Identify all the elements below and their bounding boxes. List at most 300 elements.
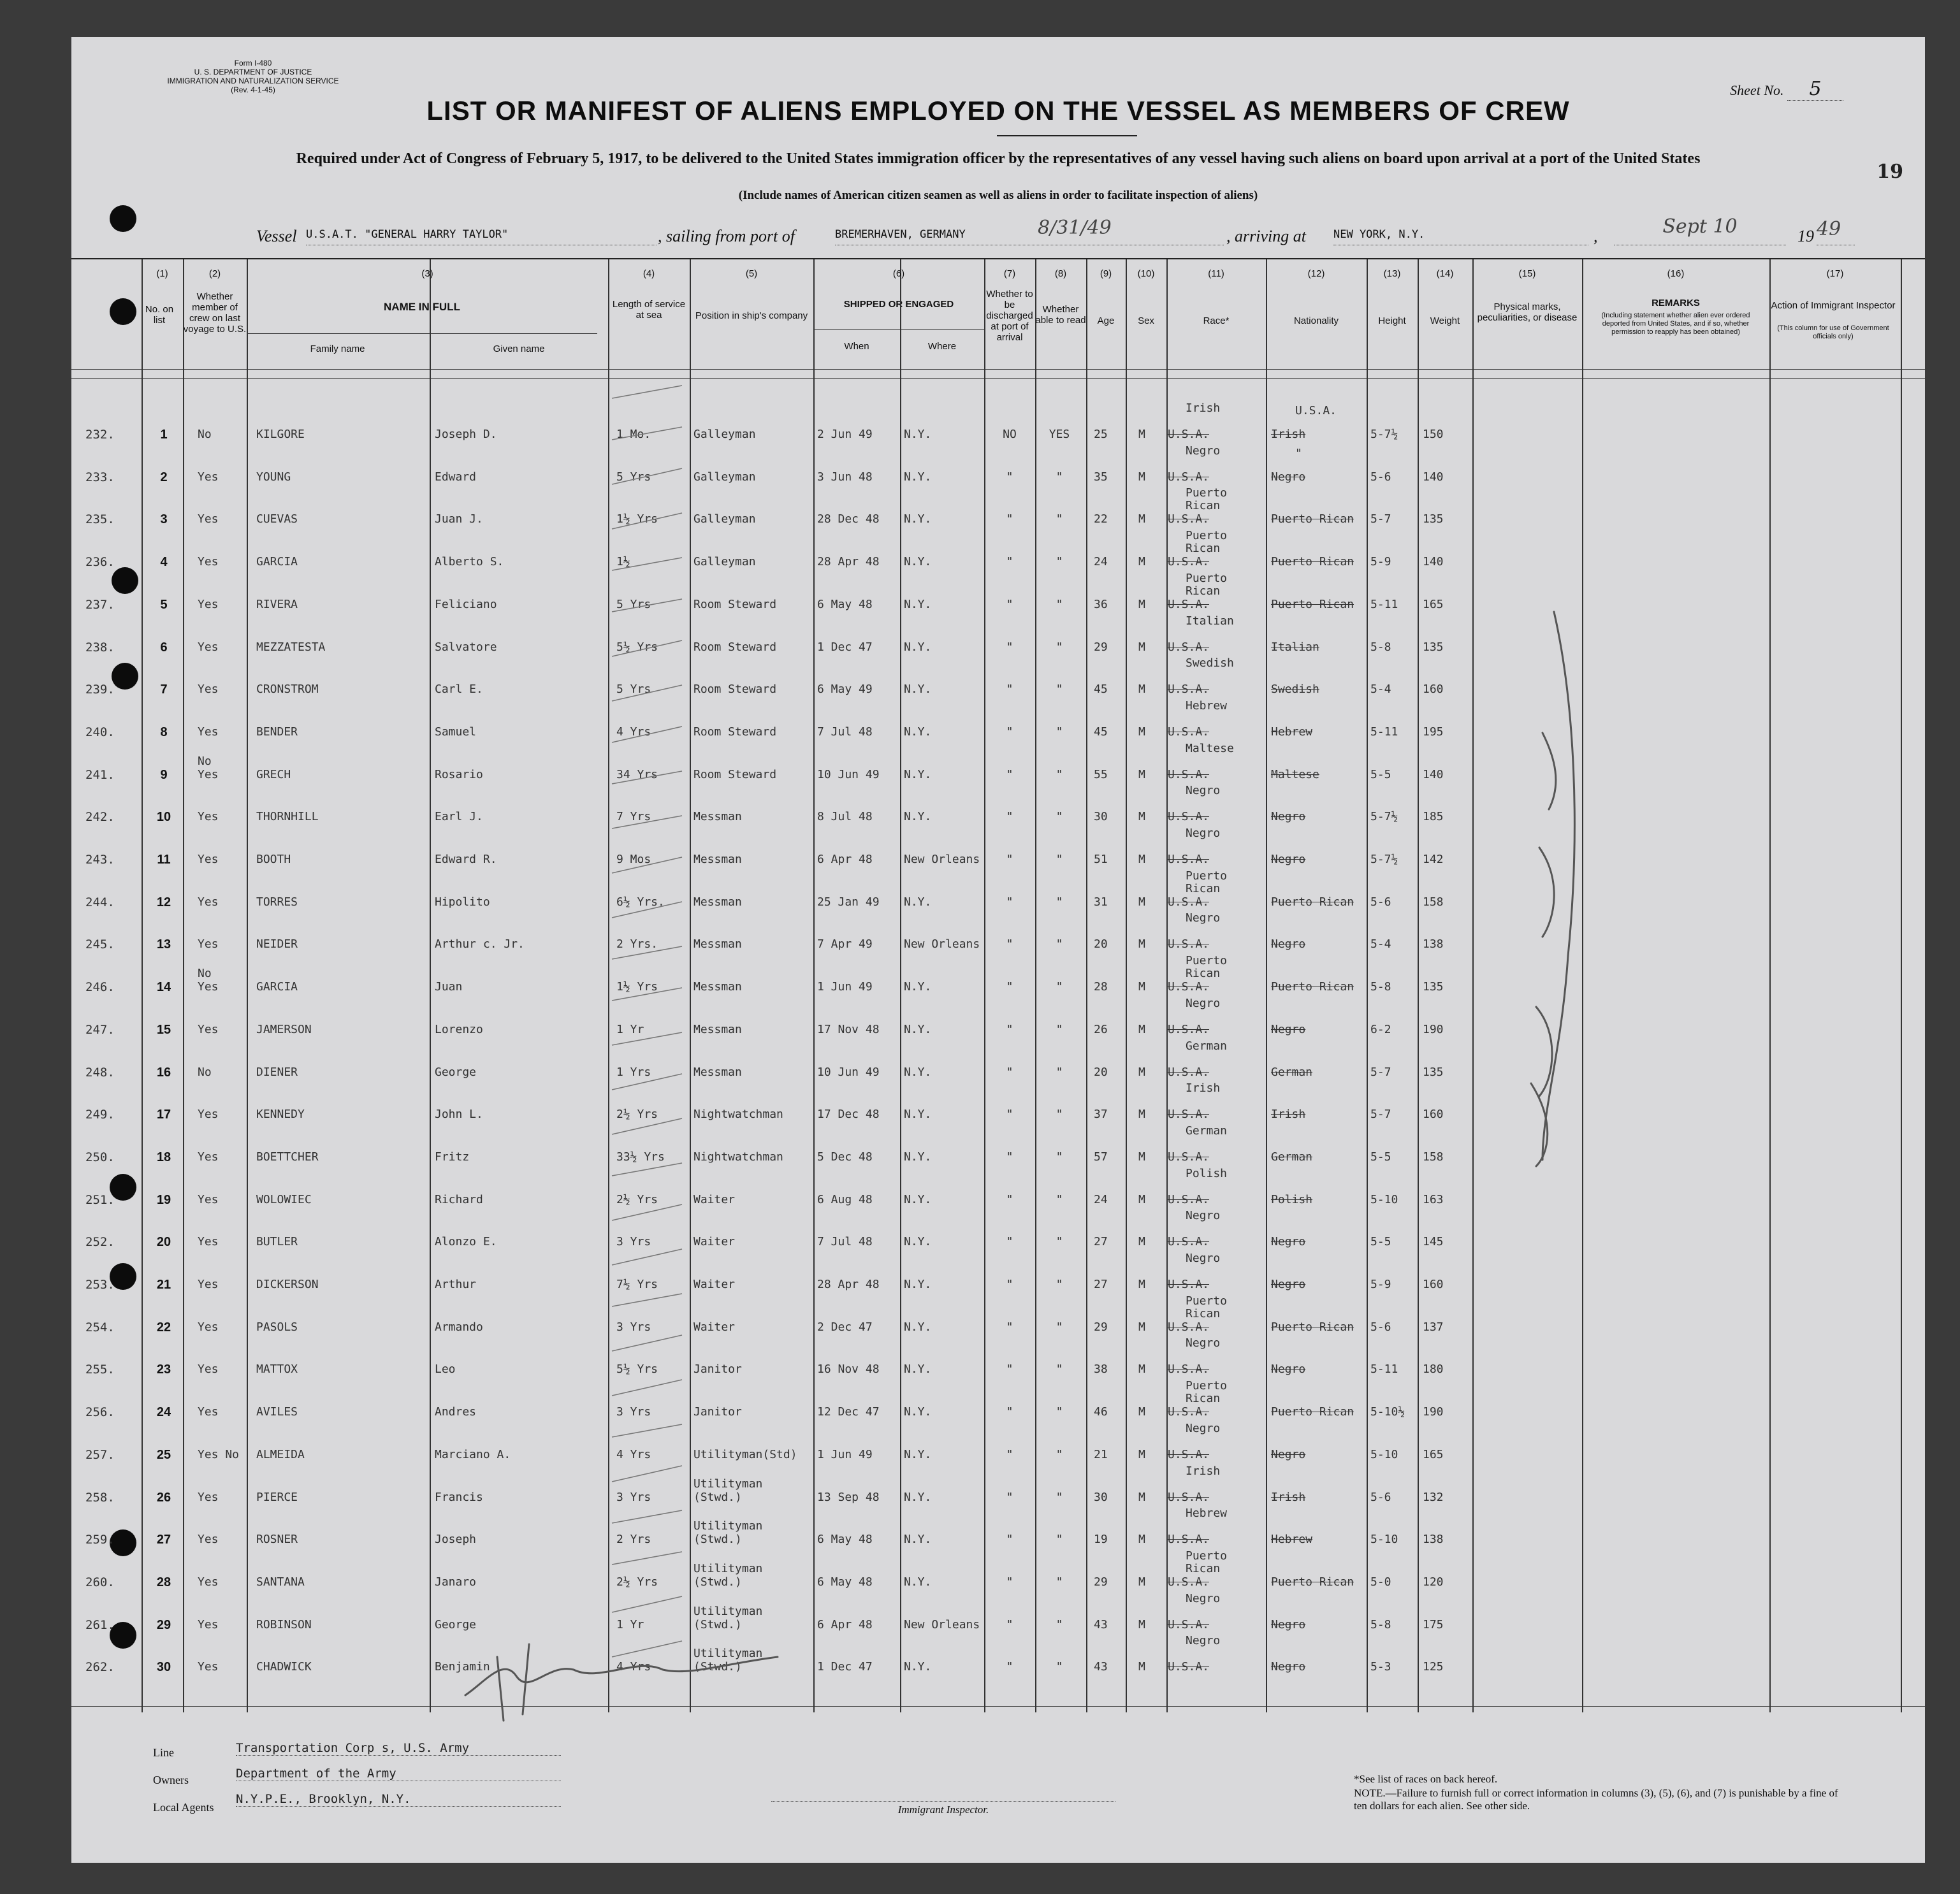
length-of-service: 2 Yrs [616, 1533, 651, 1546]
shipped-when: 3 Jun 48 [817, 470, 873, 484]
height: 5-7 [1370, 512, 1391, 526]
age: 29 [1094, 1320, 1108, 1334]
nationality-note: " [1295, 447, 1302, 460]
height: 5-10 [1370, 1448, 1398, 1461]
length-of-service: 1½ Yrs [616, 980, 658, 994]
discharged-at-arrival: " [1006, 1363, 1013, 1376]
nationality-note: U.S.A. [1295, 404, 1337, 417]
given-name: Hipolito [435, 895, 490, 909]
shipped-when: 17 Nov 48 [817, 1023, 880, 1036]
weight: 135 [1423, 980, 1444, 994]
sequence-number: 235. [85, 512, 115, 526]
height: 5-11 [1370, 598, 1398, 611]
family-name: BENDER [256, 725, 298, 739]
weight: 142 [1423, 853, 1444, 866]
header-when: When [844, 341, 869, 352]
race: Negro [1186, 1634, 1221, 1647]
race: Negro [1186, 1336, 1221, 1350]
inspector-label: Immigrant Inspector. [897, 1804, 989, 1816]
vessel-name: U.S.A.T. "GENERAL HARRY TAYLOR" [306, 227, 657, 245]
position: Waiter [693, 1278, 736, 1291]
shipped-when: 28 Dec 48 [817, 512, 880, 526]
column-number: (12) [1307, 268, 1325, 279]
family-name: GARCIA [256, 555, 298, 568]
weight: 138 [1423, 1533, 1444, 1546]
given-name: Armando [435, 1320, 483, 1334]
nationality: Swedish [1271, 683, 1319, 696]
race: Irish [1186, 1464, 1221, 1478]
race-struck: U.S.A. [1168, 1533, 1210, 1546]
discharged-at-arrival: " [1006, 1491, 1013, 1504]
line-value: Transportation Corp s, U.S. Army [236, 1741, 561, 1756]
position: Galleyman [693, 428, 756, 441]
weight: 120 [1423, 1575, 1444, 1589]
sex: M [1138, 470, 1145, 484]
weight: 140 [1423, 555, 1444, 568]
race-note: *See list of races on back hereof. [1354, 1773, 1498, 1785]
sequence-number: 253. [85, 1278, 115, 1292]
header-inspector-note: (This column for use of Government officials only) [1777, 324, 1889, 340]
age: 21 [1094, 1448, 1108, 1461]
row-number: 5 [160, 598, 168, 612]
column-number: (11) [1208, 268, 1224, 279]
row-number: 3 [160, 512, 168, 526]
race-struck: U.S.A. [1168, 640, 1210, 654]
race-struck: U.S.A. [1168, 1150, 1210, 1164]
nationality: Hebrew [1271, 1533, 1313, 1546]
race-struck: U.S.A. [1168, 1448, 1210, 1461]
length-of-service: 5½ Yrs [616, 640, 658, 654]
family-name: ROSNER [256, 1533, 298, 1546]
sex: M [1138, 1193, 1145, 1206]
row-number: 12 [156, 895, 171, 909]
discharged-at-arrival: " [1006, 853, 1013, 866]
weight: 135 [1423, 512, 1444, 526]
nationality: Puerto Rican [1271, 1320, 1354, 1334]
position: Messman [693, 810, 742, 823]
header-length-of-service: Length of service at sea [612, 299, 686, 321]
race: Puerto Rican [1186, 954, 1228, 980]
discharged-at-arrival: " [1006, 1533, 1013, 1546]
able-to-read: " [1056, 1320, 1063, 1334]
age: 30 [1094, 810, 1108, 823]
height: 5-9 [1370, 555, 1391, 568]
line-label: Line [153, 1746, 174, 1759]
length-of-service: 34 Yrs [616, 768, 658, 781]
race-struck: U.S.A. [1168, 937, 1210, 951]
shipped-where: N.Y. [904, 768, 932, 781]
race: Negro [1186, 997, 1221, 1010]
previous-voyage: Yes [198, 1660, 219, 1674]
able-to-read: " [1056, 1066, 1063, 1079]
shipped-when: 1 Dec 47 [817, 1660, 873, 1674]
sequence-number: 240. [85, 725, 115, 739]
shipped-where: New Orleans [904, 1618, 980, 1631]
race: Italian [1186, 614, 1234, 628]
sex: M [1138, 1618, 1145, 1631]
race: Puerto Rican [1186, 572, 1228, 598]
sailing-port: BREMERHAVEN, GERMANY [835, 228, 966, 241]
length-of-service: 5 Yrs [616, 683, 651, 696]
shipped-when: 6 May 49 [817, 683, 873, 696]
sequence-number: 262. [85, 1660, 115, 1674]
length-of-service: 9 Mos [616, 853, 651, 866]
form-department: U. S. DEPARTMENT OF JUSTICE [194, 68, 312, 76]
position: Messman [693, 1066, 742, 1079]
arrival-port: NEW YORK, N.Y. [1333, 227, 1588, 245]
position: Messman [693, 853, 742, 866]
height: 5-11 [1370, 1363, 1398, 1376]
header-position: Position in ship's company [695, 310, 808, 321]
shipped-where: N.Y. [904, 555, 932, 568]
shipped-when: 12 Dec 47 [817, 1405, 880, 1419]
able-to-read: " [1056, 725, 1063, 739]
able-to-read: " [1056, 1533, 1063, 1546]
given-name: Lorenzo [435, 1023, 483, 1036]
header-able-to-read: Whether able to read [1035, 304, 1086, 326]
discharged-at-arrival: " [1006, 683, 1013, 696]
given-name: George [435, 1066, 477, 1079]
nationality: Maltese [1271, 768, 1319, 781]
sex: M [1138, 512, 1145, 526]
sex: M [1138, 1235, 1145, 1248]
position: Utilityman [693, 1562, 763, 1575]
age: 29 [1094, 640, 1108, 654]
row-number: 29 [156, 1618, 171, 1632]
discharged-at-arrival: " [1006, 598, 1013, 611]
discharged-at-arrival: " [1006, 555, 1013, 568]
header-race: Race* [1203, 315, 1230, 326]
sequence-number: 244. [85, 895, 115, 909]
previous-voyage: Yes [198, 640, 219, 654]
length-of-service: 1 Yr [616, 1023, 644, 1036]
position: Utilityman [693, 1605, 763, 1618]
height: 5-8 [1370, 980, 1391, 994]
shipped-when: 6 May 48 [817, 598, 873, 611]
nationality: Negro [1271, 853, 1306, 866]
age: 20 [1094, 937, 1108, 951]
nationality: Negro [1271, 1618, 1306, 1631]
nationality: Italian [1271, 640, 1319, 654]
position-qualifier: (Stwd.) [693, 1491, 742, 1504]
height: 5-7½ [1370, 810, 1398, 823]
shipped-where: N.Y. [904, 1150, 932, 1164]
age: 35 [1094, 470, 1108, 484]
sex: M [1138, 428, 1145, 441]
column-number: (15) [1518, 268, 1536, 279]
weight: 185 [1423, 810, 1444, 823]
able-to-read: " [1056, 810, 1063, 823]
weight: 195 [1423, 725, 1444, 739]
sex: M [1138, 1660, 1145, 1674]
shipped-where: N.Y. [904, 1023, 932, 1036]
row-number: 28 [156, 1575, 171, 1589]
family-name: KILGORE [256, 428, 305, 441]
column-number: (2) [208, 268, 221, 279]
position: Utilityman [693, 1477, 763, 1491]
arriving-label: , arriving at [1226, 227, 1306, 245]
shipped-where: N.Y. [904, 1363, 932, 1376]
shipped-where: N.Y. [904, 470, 932, 484]
family-name: GRECH [256, 768, 291, 781]
sequence-number: 248. [85, 1066, 115, 1080]
age: 36 [1094, 598, 1108, 611]
position: Janitor [693, 1405, 742, 1419]
page-subnote: (Include names of American citizen seamen as well as aliens in order to facilitate inspection of aliens) [738, 189, 1258, 202]
sailing-date: 8/31/49 [1038, 217, 1112, 239]
sex: M [1138, 1108, 1145, 1121]
length-of-service: 1½ [616, 555, 630, 568]
previous-voyage: Yes [198, 1363, 219, 1376]
previous-voyage: Yes [198, 1278, 219, 1291]
previous-voyage: Yes [198, 810, 219, 823]
sex: M [1138, 980, 1145, 994]
sailing-label: , sailing from port of [658, 227, 795, 245]
nationality: Hebrew [1271, 725, 1313, 739]
nationality: Negro [1271, 470, 1306, 484]
able-to-read: " [1056, 1150, 1063, 1164]
nationality: Negro [1271, 1023, 1306, 1036]
race-struck: U.S.A. [1168, 1278, 1210, 1291]
previous-voyage: Yes No [198, 1448, 240, 1461]
family-name: CRONSTROM [256, 683, 319, 696]
previous-voyage: Yes [198, 1575, 219, 1589]
sequence-number: 261. [85, 1618, 115, 1632]
position: Room Steward [693, 768, 777, 781]
weight: 158 [1423, 1150, 1444, 1164]
weight: 160 [1423, 1278, 1444, 1291]
previous-voyage: Yes [198, 1320, 219, 1334]
weight: 140 [1423, 768, 1444, 781]
year-prefix: 19 [1797, 227, 1814, 245]
discharged-at-arrival: " [1006, 937, 1013, 951]
shipped-where: N.Y. [904, 1660, 932, 1674]
race-struck: U.S.A. [1168, 980, 1210, 994]
sex: M [1138, 1150, 1145, 1164]
owners-value: Department of the Army [236, 1767, 561, 1781]
height: 5-4 [1370, 683, 1391, 696]
race: Negro [1186, 784, 1221, 797]
length-of-service: 1½ Yrs [616, 512, 658, 526]
shipped-when: 10 Jun 49 [817, 1066, 880, 1079]
sequence-number: 233. [85, 470, 115, 484]
given-name: Janaro [435, 1575, 477, 1589]
shipped-when: 6 May 48 [817, 1533, 873, 1546]
form-service: IMMIGRATION AND NATURALIZATION SERVICE [167, 76, 339, 85]
length-of-service: 1 Yrs [616, 1066, 651, 1079]
given-name: Alonzo E. [435, 1235, 497, 1248]
column-number: (8) [1054, 268, 1067, 279]
given-name: Fritz [435, 1150, 470, 1164]
shipped-where: N.Y. [904, 428, 932, 441]
given-name: George [435, 1618, 477, 1631]
sex: M [1138, 1066, 1145, 1079]
height: 5-6 [1370, 1491, 1391, 1504]
nationality: Puerto Rican [1271, 980, 1354, 994]
weight: 165 [1423, 1448, 1444, 1461]
nationality: German [1271, 1150, 1313, 1164]
shipped-where: N.Y. [904, 1491, 932, 1504]
age: 26 [1094, 1023, 1108, 1036]
family-name: GARCIA [256, 980, 298, 994]
family-name: BUTLER [256, 1235, 298, 1248]
age: 46 [1094, 1405, 1108, 1419]
shipped-where: N.Y. [904, 598, 932, 611]
sheet-value: 5 [1787, 78, 1843, 101]
position: Galleyman [693, 470, 756, 484]
race-struck: U.S.A. [1168, 1023, 1210, 1036]
sex: M [1138, 1363, 1145, 1376]
race-struck: U.S.A. [1168, 1363, 1210, 1376]
family-name: BOETTCHER [256, 1150, 319, 1164]
previous-voyage: Yes [198, 725, 219, 739]
previous-voyage: Yes [198, 853, 219, 866]
form-number: Form I-480 [234, 59, 272, 68]
family-name: WOLOWIEC [256, 1193, 312, 1206]
able-to-read: " [1056, 1491, 1063, 1504]
weight: 135 [1423, 1066, 1444, 1079]
column-number: (1) [156, 268, 168, 279]
age: 27 [1094, 1235, 1108, 1248]
position: Janitor [693, 1363, 742, 1376]
weight: 180 [1423, 1363, 1444, 1376]
race-struck: U.S.A. [1168, 895, 1210, 909]
header-inspector-action: Action of Immigrant Inspector [1771, 300, 1896, 311]
row-number: 2 [160, 470, 168, 484]
shipped-where: N.Y. [904, 1448, 932, 1461]
sequence-number: 258. [85, 1491, 115, 1505]
race: Hebrew [1186, 1507, 1228, 1520]
race-struck: U.S.A. [1168, 1618, 1210, 1631]
row-number: 21 [156, 1278, 171, 1292]
agents-value: N.Y.P.E., Brooklyn, N.Y. [236, 1792, 561, 1807]
family-name: CHADWICK [256, 1660, 312, 1674]
given-name: Salvatore [435, 640, 497, 654]
age: 55 [1094, 768, 1108, 781]
previous-voyage: Yes [198, 1235, 219, 1248]
race-struck: U.S.A. [1168, 1066, 1210, 1079]
position-qualifier: (Stwd.) [693, 1533, 742, 1546]
shipped-where: N.Y. [904, 1533, 932, 1546]
race: Puerto Rican [1186, 1379, 1228, 1405]
sequence-number: 242. [85, 810, 115, 824]
position-qualifier: (Stwd.) [693, 1660, 742, 1674]
height: 5-4 [1370, 937, 1391, 951]
shipped-when: 28 Apr 48 [817, 1278, 880, 1291]
race: Negro [1186, 827, 1221, 840]
discharged-at-arrival: " [1006, 1618, 1013, 1631]
sequence-number: 236. [85, 555, 115, 569]
row-number: 16 [156, 1066, 171, 1080]
weight: 140 [1423, 470, 1444, 484]
age: 38 [1094, 1363, 1108, 1376]
weight: 145 [1423, 1235, 1444, 1248]
previous-voyage: Yes [198, 895, 219, 909]
shipped-where: N.Y. [904, 683, 932, 696]
given-name: Leo [435, 1363, 456, 1376]
shipped-when: 6 Aug 48 [817, 1193, 873, 1206]
previous-voyage: Yes [198, 937, 219, 951]
row-number: 22 [156, 1320, 171, 1334]
family-name: BOOTH [256, 853, 291, 866]
length-of-service: 1 Yr [616, 1618, 644, 1631]
height: 5-10 [1370, 1533, 1398, 1546]
discharged-at-arrival: " [1006, 470, 1013, 484]
age: 43 [1094, 1660, 1108, 1674]
able-to-read: " [1056, 598, 1063, 611]
shipped-when: 5 Dec 48 [817, 1150, 873, 1164]
nationality: Negro [1271, 1448, 1306, 1461]
discharged-at-arrival: " [1006, 980, 1013, 994]
position: Utilityman(Std) [693, 1448, 797, 1461]
able-to-read: " [1056, 1448, 1063, 1461]
family-name: YOUNG [256, 470, 291, 484]
race: Puerto Rican [1186, 869, 1228, 895]
previous-voyage: Yes [198, 980, 219, 994]
position: Utilityman [693, 1647, 763, 1660]
sex: M [1138, 1405, 1145, 1419]
race-struck: U.S.A. [1168, 683, 1210, 696]
shipped-where: New Orleans [904, 937, 980, 951]
given-name: John L. [435, 1108, 483, 1121]
header-name-in-full: NAME IN FULL [384, 301, 460, 313]
row-number: 14 [156, 980, 171, 994]
able-to-read: " [1056, 1575, 1063, 1589]
length-of-service: 3 Yrs [616, 1320, 651, 1334]
sex: M [1138, 1278, 1145, 1291]
length-of-service: 2 Yrs. [616, 937, 658, 951]
nationality: Puerto Rican [1271, 555, 1354, 568]
able-to-read: " [1056, 768, 1063, 781]
shipped-where: N.Y. [904, 1108, 932, 1121]
previous-voyage: Yes [198, 1193, 219, 1206]
shipped-where: N.Y. [904, 1320, 932, 1334]
page-stamp: 19 [1877, 161, 1903, 183]
race-struck: U.S.A. [1168, 853, 1210, 866]
header-sex: Sex [1138, 315, 1154, 326]
previous-voyage: No [198, 428, 212, 441]
sex: M [1138, 1575, 1145, 1589]
discharged-at-arrival: " [1006, 1193, 1013, 1206]
nationality: Negro [1271, 1235, 1306, 1248]
column-number: (17) [1826, 268, 1844, 279]
sequence-number: 260. [85, 1575, 115, 1589]
race-struck: U.S.A. [1168, 1491, 1210, 1504]
given-name: Feliciano [435, 598, 497, 611]
discharged-at-arrival: " [1006, 1405, 1013, 1419]
previous-voyage: Yes [198, 1023, 219, 1036]
race: Hebrew [1186, 699, 1228, 712]
given-name: Samuel [435, 725, 477, 739]
able-to-read: " [1056, 1660, 1063, 1674]
given-name: Rosario [435, 768, 483, 781]
shipped-where: N.Y. [904, 1278, 932, 1291]
length-of-service: 6½ Yrs. [616, 895, 665, 909]
shipped-when: 6 Apr 48 [817, 853, 873, 866]
shipped-when: 2 Jun 49 [817, 428, 873, 441]
given-name: Joseph D. [435, 428, 497, 441]
discharged-at-arrival: " [1006, 768, 1013, 781]
position-qualifier: (Stwd.) [693, 1618, 742, 1631]
previous-voyage: No [198, 1066, 212, 1079]
shipped-when: 10 Jun 49 [817, 768, 880, 781]
position: Waiter [693, 1320, 736, 1334]
race: Puerto Rican [1186, 1549, 1228, 1575]
header-weight: Weight [1430, 315, 1460, 326]
race: Irish [1186, 401, 1221, 415]
nationality: Negro [1271, 810, 1306, 823]
sequence-number: 243. [85, 853, 115, 867]
